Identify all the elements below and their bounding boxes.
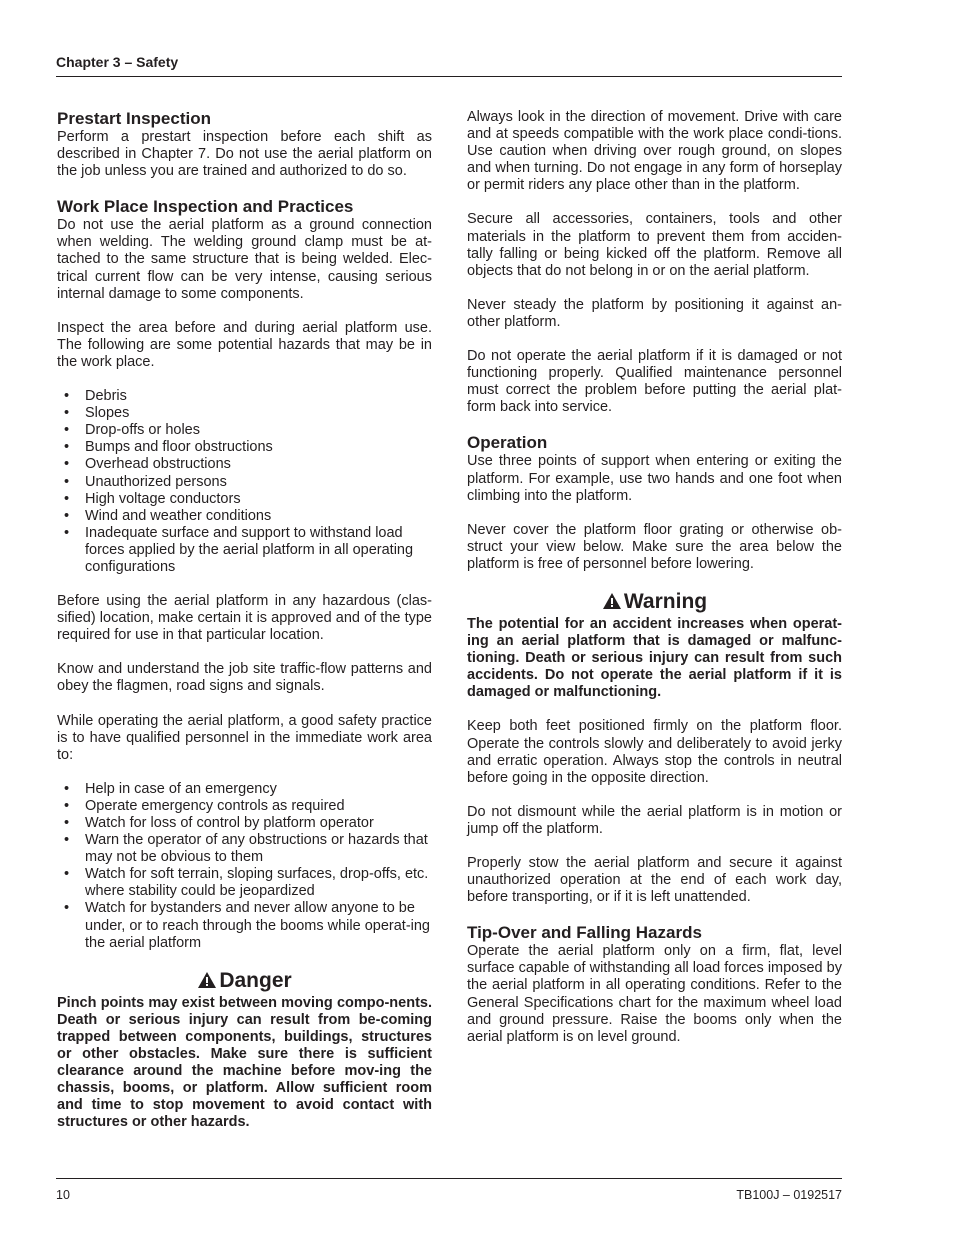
right-paragraph-4: Do not operate the aerial platform if it is damaged or not functioning properly. Qualified maintenance personnel must correct the problem before putting the aerial plat-form back into service.	[467, 348, 842, 416]
page-header	[56, 54, 842, 77]
list-item: • Warn the operator of any obstructions or hazards that may not be obvious to them	[64, 832, 428, 866]
document-id: TB100J – 0192517	[736, 1188, 842, 1202]
operation-heading: Operation	[467, 433, 548, 453]
list-item: • Inadequate surface and support to withstand load forces applied by the aerial platform in all operating configurations	[64, 524, 414, 575]
bullet-icon: •	[64, 490, 70, 507]
operation-paragraph-2: Never cover the platform floor grating or otherwise ob-struct your view below. Make sure the area below the platform is free of personnel before lowering.	[467, 521, 842, 572]
right-column	[467, 109, 842, 1063]
list-item: • Watch for loss of control by platform operator	[64, 815, 374, 831]
list-item: • Operate emergency controls as required	[64, 797, 345, 814]
warning-text: The potential for an accident increases when operat-ing an aerial platform that is damaged or malfunc-tioning. Death or serious injury can result from such accidents. Do not operate the aerial platform if it is damaged or malfunctioning.	[467, 615, 842, 701]
danger-text: Pinch points may exist between moving compo-nents. Death or serious injury can result from be-coming trapped between components, buildings, structures or other obstacles. Make sure there is sufficient clearance around the machine before mov-ing the chassis, booms, or platform. Allow sufficient room and time to stop movement to avoid contact with structures or other hazards.	[57, 994, 432, 1131]
operation-paragraph-4: Do not dismount while the aerial platform is in motion or jump off the platform.	[467, 803, 842, 837]
right-paragraph-2: Secure all accessories, containers, tools and other materials in the platform to prevent them from acciden-tally falling or being kicked off the platform. Remove all objects that do not belong in or on the aerial platform.	[467, 211, 842, 279]
hazards-list	[57, 388, 432, 576]
workplace-heading: Work Place Inspection and Practices	[57, 197, 354, 217]
list-item: • Debris	[64, 388, 127, 405]
list-item: • Bumps and floor obstructions	[64, 439, 273, 456]
operation-paragraph-5: Properly stow the aerial platform and secure it against unauthorized operation at the end of each work day, before transporting, or if it is left unattended.	[467, 855, 842, 906]
left-column	[57, 109, 432, 1149]
bullet-icon: •	[64, 524, 70, 541]
list-item: • Overhead obstructions	[64, 456, 231, 473]
bullet-icon: •	[64, 507, 70, 524]
page-footer	[56, 1178, 842, 1202]
chapter-title: Chapter 3 – Safety	[56, 54, 179, 70]
workplace-paragraph-3: Before using the aerial platform in any hazardous (clas-sified) location, make certain it is approved and of the type required for use in that particular location.	[57, 593, 432, 644]
operation-paragraph-1: Use three points of support when entering or exiting the platform. For example, use two hands and one foot when climbing into the platform.	[467, 453, 842, 504]
warning-triangle-icon	[197, 971, 217, 989]
personnel-tasks-list	[57, 781, 432, 952]
danger-title: Danger	[57, 969, 432, 993]
operation-paragraph-3: Keep both feet positioned firmly on the platform floor. Operate the controls slowly and deliberately to avoid jerky and erratic operation. Always stop the controls in neutral before going in the opposite direction.	[467, 718, 842, 786]
bullet-icon: •	[64, 780, 70, 797]
bullet-icon: •	[64, 797, 70, 814]
bullet-icon: •	[64, 832, 70, 849]
workplace-paragraph-1: Do not use the aerial platform as a ground connection when welding. The welding ground clamp must be at-tached to the same structure that is being welded. Elec-trical current flow can be very intense, causing serious internal damage to some components.	[57, 217, 432, 302]
tipover-paragraph-1: Operate the aerial platform only on a firm, flat, level surface capable of withstanding all load forces imposed by the aerial platform in all operating conditions. Refer to the General Specifications chart for the maximum wheel load and ground pressure. Raise the booms only when the aerial platform is on level ground.	[467, 943, 842, 1045]
list-item: • High voltage conductors	[64, 490, 241, 507]
list-item: • Slopes	[64, 405, 130, 422]
page-number: 10	[56, 1188, 70, 1202]
bullet-icon: •	[64, 405, 70, 422]
right-paragraph-3: Never steady the platform by positioning it against an-other platform.	[467, 296, 842, 330]
bullet-icon: •	[64, 439, 70, 456]
warning-triangle-icon	[602, 592, 622, 610]
warning-title: Warning	[467, 590, 842, 614]
prestart-heading: Prestart Inspection	[57, 109, 211, 128]
workplace-paragraph-4: Know and understand the job site traffic-flow patterns and obey the flagmen, road signs and signals.	[57, 661, 432, 695]
list-item: • Watch for soft terrain, sloping surfaces, drop-offs, etc. where stability could be jeopardized	[64, 866, 429, 900]
list-item: • Help in case of an emergency	[64, 780, 277, 797]
bullet-icon: •	[64, 422, 70, 439]
list-item: • Watch for bystanders and never allow anyone to be under, or to reach through the booms while operat-ing the aerial platform	[64, 900, 430, 951]
prestart-text: Perform a prestart inspection before each shift as described in Chapter 7. Do not use the aerial platform on the job unless you are trained and authorized to do so.	[57, 129, 432, 180]
tipover-heading: Tip-Over and Falling Hazards	[467, 923, 702, 943]
list-item: • Wind and weather conditions	[64, 507, 272, 524]
list-item: • Unauthorized persons	[64, 473, 227, 490]
bullet-icon: •	[64, 473, 70, 490]
bullet-icon: •	[64, 815, 70, 831]
bullet-icon: •	[64, 866, 70, 883]
workplace-paragraph-2: Inspect the area before and during aerial platform use. The following are some potential hazards that may be in the work place.	[57, 319, 432, 370]
workplace-paragraph-5: While operating the aerial platform, a good safety practice is to have qualified personnel in the immediate work area to:	[57, 712, 432, 763]
bullet-icon: •	[64, 900, 70, 917]
right-paragraph-1: Always look in the direction of movement. Drive with care and at speeds compatible with the work place condi-tions. Use caution when driving over rough ground, on slopes and when turning. Do not engage in any form of horseplay or permit riders any place other than in the platform.	[467, 109, 842, 194]
bullet-icon: •	[64, 388, 70, 405]
list-item: • Drop-offs or holes	[64, 422, 200, 439]
bullet-icon: •	[64, 456, 70, 473]
